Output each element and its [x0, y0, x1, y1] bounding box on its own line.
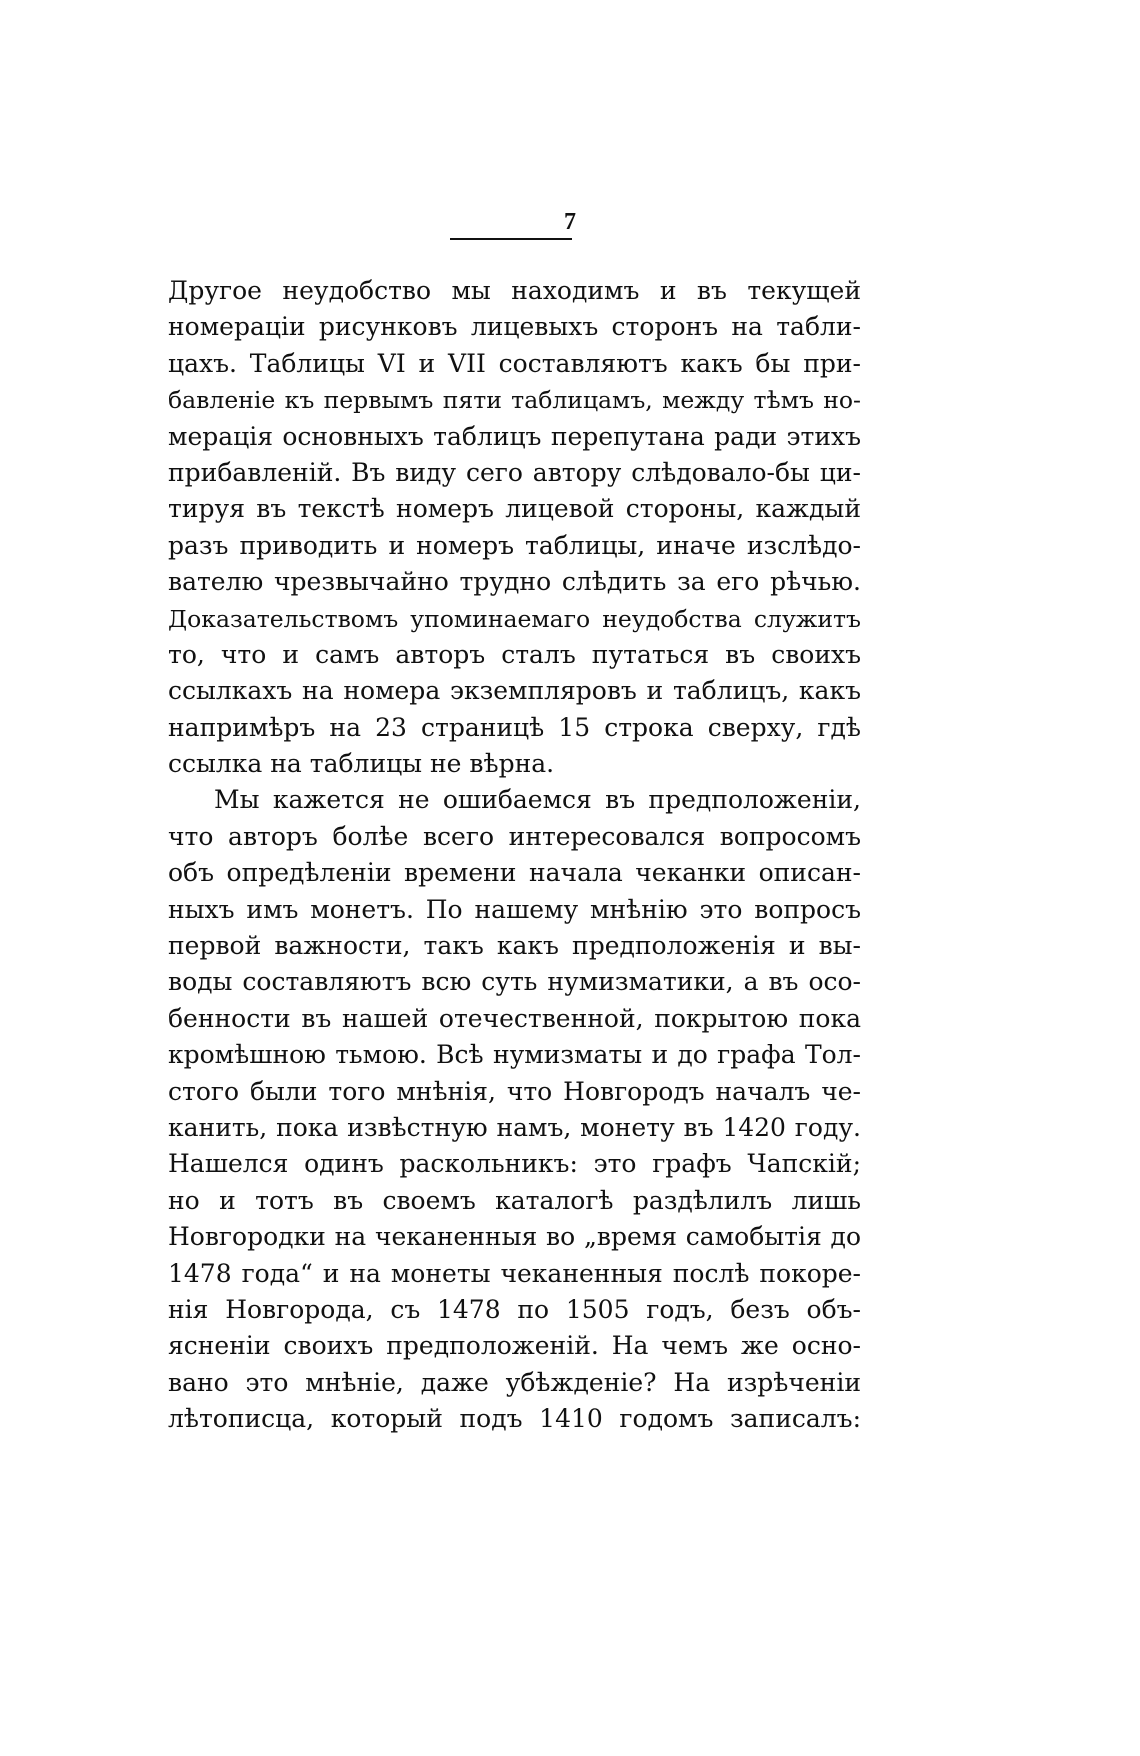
header-rule [450, 238, 572, 240]
text-line: 1478 года“ и на монеты чеканенныя послѣ покоре- [168, 1258, 861, 1288]
text-line: стого были того мнѣнія, что Новгородъ началъ че- [168, 1076, 861, 1106]
body-text [168, 273, 861, 1438]
text-line: что авторъ болѣе всего интересовался вопросомъ [168, 821, 861, 851]
text-line: вателю чрезвычайно трудно слѣдить за его рѣчью. [168, 567, 861, 597]
text-line: кромѣшною тьмою. Всѣ нумизматы и до графа Тол- [168, 1040, 861, 1070]
text-line: объ опредѣленіи времени начала чеканки описан- [168, 858, 861, 888]
text-line: Мы кажется не ошибаемся въ предположеніи, [214, 785, 861, 815]
text-line: тируя въ текстѣ номеръ лицевой стороны, каждый [168, 494, 861, 524]
text-line: нія Новгорода, съ 1478 по 1505 годъ, безъ объ- [168, 1294, 861, 1324]
text-line: напримѣръ на 23 страницѣ 15 строка сверху, гдѣ [168, 712, 861, 742]
text-line: Новгородки на чеканенныя во „время самобытія до [168, 1222, 861, 1252]
text-line: цахъ. Таблицы VI и VII составляютъ какъ бы при- [168, 348, 861, 378]
paragraph-1 [168, 273, 861, 782]
text-line: первой важности, такъ какъ предположенія и вы- [168, 931, 861, 961]
paragraph-2 [168, 782, 861, 1437]
text-line: Нашелся одинъ раскольникъ: это графъ Чапскій; [168, 1149, 861, 1179]
text-line: прибавленій. Въ виду сего автору слѣдовало-бы ци- [168, 457, 861, 487]
text-line: Доказательствомъ упоминаемаго неудобства служитъ [168, 604, 861, 633]
text-line: Другое неудобство мы находимъ и въ текущей [168, 276, 861, 305]
text-line: но и тотъ въ своемъ каталогѣ раздѣлилъ лишь [168, 1185, 861, 1215]
text-line: бавленіе къ первымъ пяти таблицамъ, между тѣмъ но- [168, 386, 861, 415]
text-line: бенности въ нашей отечественной, покрытою пока [168, 1003, 861, 1033]
text-line: ссылка на таблицы не вѣрна. [168, 749, 555, 779]
text-line: ссылкахъ на номера экземпляровъ и таблицъ, какъ [168, 676, 861, 706]
text-line: лѣтописца, который подъ 1410 годомъ записалъ: [168, 1404, 861, 1434]
text-line: ныхъ имъ монетъ. По нашему мнѣнію это вопросъ [168, 894, 861, 924]
text-line: вано это мнѣніе, даже убѣжденіе? На изрѣченіи [168, 1367, 861, 1397]
page-number: 7 [564, 209, 576, 235]
text-line: то, что и самъ авторъ сталъ путаться въ своихъ [168, 639, 861, 669]
text-line: канить, пока извѣстную намъ, монету въ 1420 году. [168, 1112, 861, 1142]
text-line: воды составляютъ всю суть нумизматики, а въ осо- [168, 967, 861, 997]
text-line: мерація основныхъ таблицъ перепутана ради этихъ [168, 421, 861, 451]
text-line: ясненіи своихъ предположеній. На чемъ же осно- [168, 1331, 861, 1361]
text-line: разъ приводить и номеръ таблицы, иначе изслѣдо- [168, 530, 861, 560]
text-line: номераціи рисунковъ лицевыхъ сторонъ на табли- [168, 312, 861, 342]
